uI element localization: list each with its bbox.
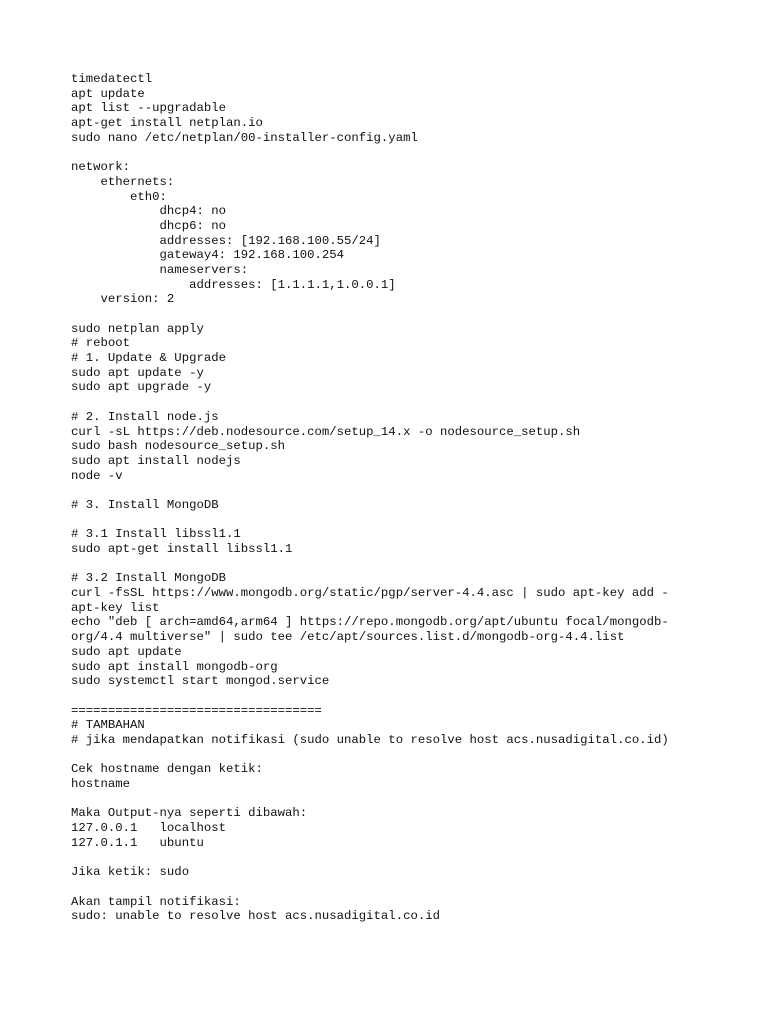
document-line: # 3. Install MongoDB — [71, 497, 219, 512]
document-line: sudo apt update -y — [71, 365, 204, 380]
document-line — [71, 557, 711, 572]
document-line: apt list --upgradable — [71, 101, 226, 116]
document-body — [71, 72, 711, 924]
document-line: sudo netplan apply — [71, 321, 204, 336]
document-line: sudo apt install nodejs — [71, 453, 241, 468]
document-line: # jika mendapatkan notifikasi (sudo unable to resolve host acs.nusadigital.co.id) — [71, 732, 669, 747]
document-line: dhcp4: no — [71, 204, 226, 219]
document-line: timedatectl — [71, 72, 153, 86]
document-line — [71, 395, 711, 410]
document-line: # TAMBAHAN — [71, 718, 145, 733]
document-line: ethernets: — [71, 174, 175, 189]
document-line: # 2. Install node.js — [71, 409, 219, 424]
document-line: apt-key list — [71, 600, 160, 615]
document-line — [71, 513, 711, 528]
document-line: addresses: [1.1.1.1,1.0.0.1] — [71, 277, 396, 292]
document-line — [71, 748, 711, 763]
document-line — [71, 145, 711, 160]
document-line: # 3.2 Install MongoDB — [71, 571, 226, 586]
document-line: sudo apt update — [71, 644, 182, 659]
document-line: sudo apt upgrade -y — [71, 380, 212, 395]
document-line: sudo systemctl start mongod.service — [71, 674, 330, 689]
document-line: Jika ketik: sudo — [71, 865, 190, 880]
document-line: sudo nano /etc/netplan/00-installer-config.yaml — [71, 130, 418, 145]
document-line: network: — [71, 160, 131, 175]
document-line — [71, 483, 711, 498]
document-line: hostname — [71, 777, 131, 791]
document-line: # 1. Update & Upgrade — [71, 351, 226, 366]
document-line — [71, 792, 711, 807]
document-line: nameservers: — [71, 262, 249, 277]
document-line — [71, 850, 711, 865]
document-line: sudo apt-get install libssl1.1 — [71, 542, 293, 556]
document-line: Maka Output-nya seperti dibawah: — [71, 806, 308, 821]
document-line: org/4.4 multiverse" | sudo tee /etc/apt/sources.list.d/mongodb-org-4.4.list — [71, 630, 625, 645]
document-line: 127.0.1.1 ubuntu — [71, 835, 204, 850]
document-line: addresses: [192.168.100.55/24] — [71, 233, 381, 248]
document-line: version: 2 — [71, 292, 175, 307]
document-line — [71, 689, 711, 704]
document-line: gateway4: 192.168.100.254 — [71, 248, 345, 263]
document-line: Cek hostname dengan ketik: — [71, 762, 263, 777]
document-line — [71, 307, 711, 322]
document-line: apt update — [71, 86, 145, 101]
document-line: ================================== — [71, 703, 322, 718]
document-line: # 3.1 Install libssl1.1 — [71, 527, 241, 542]
document-line: eth0: — [71, 189, 167, 204]
document-line: sudo bash nodesource_setup.sh — [71, 439, 286, 454]
document-line: apt-get install netplan.io — [71, 116, 263, 131]
document-line: sudo apt install mongodb-org — [71, 659, 278, 674]
document-line: # reboot — [71, 336, 131, 351]
document-line: 127.0.0.1 localhost — [71, 821, 226, 836]
document-line: sudo: unable to resolve host acs.nusadigital.co.id — [71, 909, 440, 924]
document-line — [71, 880, 711, 895]
document-line: Akan tampil notifikasi: — [71, 894, 241, 909]
document-line: node -v — [71, 468, 123, 483]
document-line: curl -sL https://deb.nodesource.com/setup_14.x -o nodesource_setup.sh — [71, 424, 581, 439]
document-line: dhcp6: no — [71, 218, 226, 233]
document-line: curl -fsSL https://www.mongodb.org/static/pgp/server-4.4.asc | sudo apt-key add - — [71, 586, 669, 601]
document-line: echo "deb [ arch=amd64,arm64 ] https://repo.mongodb.org/apt/ubuntu focal/mongodb- — [71, 615, 669, 630]
